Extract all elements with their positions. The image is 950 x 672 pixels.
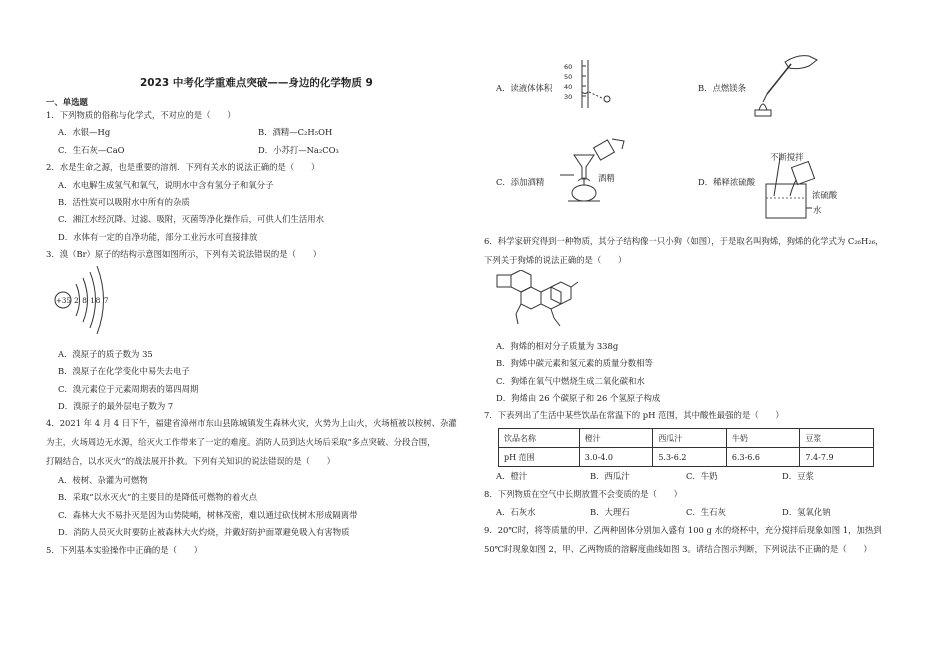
q6-option-b[interactable]: B．狗烯中碳元素和氢元素的质量分数相等 [496, 358, 653, 368]
q4-stem-line1: 4．2021 年 4 月 4 日下午，福建省漳州市东山县陈城镇发生森林火灾，火势为上山火，火场植被以桉树、杂灌 [46, 418, 457, 428]
q1-option-b[interactable]: B．酒精—C₂H₅OH [258, 127, 333, 137]
ph-table-cell: 橙汁 [579, 429, 653, 448]
scale-30: 30 [564, 93, 573, 101]
ph-table-cell: 豆浆 [800, 429, 874, 448]
q4-option-a[interactable]: A．桉树、杂灌为可燃物 [58, 475, 148, 485]
page-title: 2023 中考化学重难点突破——身边的化学物质 9 [140, 77, 373, 89]
q6-option-d[interactable]: D．狗烯由 26 个碳原子和 26 个氢原子构成 [496, 393, 661, 403]
q4-option-b[interactable]: B．采取“以水灭火”的主要目的是降低可燃物的着火点 [58, 492, 257, 502]
q7-option-d[interactable]: D．豆浆 [782, 471, 814, 481]
q1-option-d[interactable]: D．小苏打—Na₂CO₃ [258, 145, 339, 155]
q3-option-a[interactable]: A．溴原子的质子数为 35 [58, 349, 153, 359]
q9-stem-line2: 50℃时现象如图 2，甲、乙两物质的溶解度曲线如图 3。请结合图示判断，下列说法不正确的是（ ） [484, 544, 872, 554]
ph-table-cell: 5.3-6.2 [653, 448, 727, 467]
ph-table-cell: pH 范围 [499, 448, 580, 467]
q4-option-c[interactable]: C．森林大火不易扑灭是因为山势陡峭，树林茂密，难以通过砍伐树木形成隔离带 [58, 510, 358, 520]
stir-label: 不断搅拌 [770, 152, 804, 162]
ph-table-cell: 西瓜汁 [653, 429, 727, 448]
q6-option-c[interactable]: C．狗烯在氧气中燃烧生成二氧化碳和水 [496, 376, 645, 386]
q1-option-c[interactable]: C．生石灰—CaO [58, 145, 125, 155]
q4-stem-line3: 打隔结合，以水灭火”的战法展开扑救。下列有关知识的说法错误的是（ ） [46, 456, 336, 466]
q6-stem-line2: 下列关于狗烯的说法正确的是（ ） [484, 255, 627, 265]
ph-table-row [499, 448, 874, 467]
q2-option-c[interactable]: C．湘江水经沉降、过滤、吸附，灭菌等净化操作后，可供人们生活用水 [58, 214, 325, 224]
ph-table-cell: 牛奶 [726, 429, 800, 448]
ignite-magnesium-figure [745, 50, 820, 118]
q2-option-b[interactable]: B．活性炭可以吸附水中所有的杂质 [58, 197, 190, 207]
water-label: 水 [813, 205, 822, 215]
ph-table-cell: 饮品名称 [499, 429, 580, 448]
scale-50: 50 [564, 73, 573, 81]
q2-stem: 2．水是生命之源，也是重要的溶剂．下列有关水的说法正确的是（ ） [46, 162, 320, 172]
q5-stem: 5．下列基本实验操作中正确的是（ ） [46, 545, 203, 555]
q3-option-d[interactable]: D．溴原子的最外层电子数为 7 [58, 401, 174, 411]
q5-option-b[interactable]: B．点燃镁条 [698, 83, 747, 93]
q3-option-c[interactable]: C．溴元素位于元素周期表的第四周期 [58, 384, 199, 394]
q8-option-b[interactable]: B．大理石 [590, 507, 630, 517]
q3-stem: 3．溴（Br）原子的结构示意图如图所示，下列有关说法错误的是（ ） [46, 249, 322, 259]
scale-60: 60 [564, 63, 573, 71]
q9-stem-line1: 9．20℃时，将等质量的甲、乙两种固体分别加入盛有 100 g 水的烧杯中，充分搅拌后现象如图 1，加热到 [484, 525, 882, 535]
q5-option-c[interactable]: C．添加酒精 [496, 177, 545, 187]
q6-option-a[interactable]: A．狗烯的相对分子质量为 338g [496, 341, 619, 351]
q7-option-b[interactable]: B．西瓜汁 [590, 471, 630, 481]
q1-stem: 1．下列物质的俗称与化学式，不对应的是（ ） [46, 110, 236, 120]
ph-table-cell: 3.0-4.0 [579, 448, 653, 467]
atom-nucleus-label: +35 [56, 297, 71, 305]
ph-table-header-row [499, 429, 874, 448]
acid-label: 浓硫酸 [812, 190, 838, 200]
q7-stem: 7．下表列出了生活中某些饮品在常温下的 pH 范围，其中酸性最强的是（ ） [484, 410, 784, 420]
q7-option-a[interactable]: A．橙汁 [496, 471, 528, 481]
q5-option-a[interactable]: A．读液体体积 [496, 83, 553, 93]
dogene-structure-figure [494, 270, 584, 330]
q8-stem: 8．下列物质在空气中长期放置不会变质的是（ ） [484, 489, 682, 499]
section-heading: 一、单选题 [46, 97, 88, 107]
q7-option-c[interactable]: C．牛奶 [686, 471, 718, 481]
q2-option-a[interactable]: A．水电解生成氢气和氧气，说明水中含有氢分子和氧分子 [58, 180, 274, 190]
q4-stem-line2: 为主，火场周边无水源，给灭火工作带来了一定的难度。消防人员到达火场后采取“多点突破、分段合围， [46, 437, 436, 447]
scale-40: 40 [564, 83, 573, 91]
q3-option-b[interactable]: B．溴原子在化学变化中易失去电子 [58, 366, 190, 376]
ph-table-cell: 6.3-6.6 [726, 448, 800, 467]
q2-option-d[interactable]: D．水体有一定的自净功能，部分工业污水可直接排放 [58, 232, 258, 242]
q6-stem-line1: 6．科学家研究得到一种物质，其分子结构像一只小狗（如图），于是取名叫狗烯，狗烯的化学式为 C₂₆H₂₆， [484, 236, 884, 246]
q5-option-d[interactable]: D．稀释浓硫酸 [698, 177, 755, 187]
atom-electron-label: 2 8 18 7 [74, 296, 110, 305]
q8-option-d[interactable]: D．氢氧化钠 [782, 507, 831, 517]
q8-option-a[interactable]: A．石灰水 [496, 507, 536, 517]
ph-table-cell: 7.4-7.9 [800, 448, 874, 467]
q4-option-d[interactable]: D．消防人员灭火时要防止被森林大火灼烧，并戴好防护面罩避免吸入有害物质 [58, 527, 350, 537]
ph-table [498, 428, 874, 467]
q1-option-a[interactable]: A．水银—Hg [58, 127, 111, 137]
alcohol-label: 酒精 [598, 173, 615, 183]
q8-option-c[interactable]: C．生石灰 [686, 507, 726, 517]
